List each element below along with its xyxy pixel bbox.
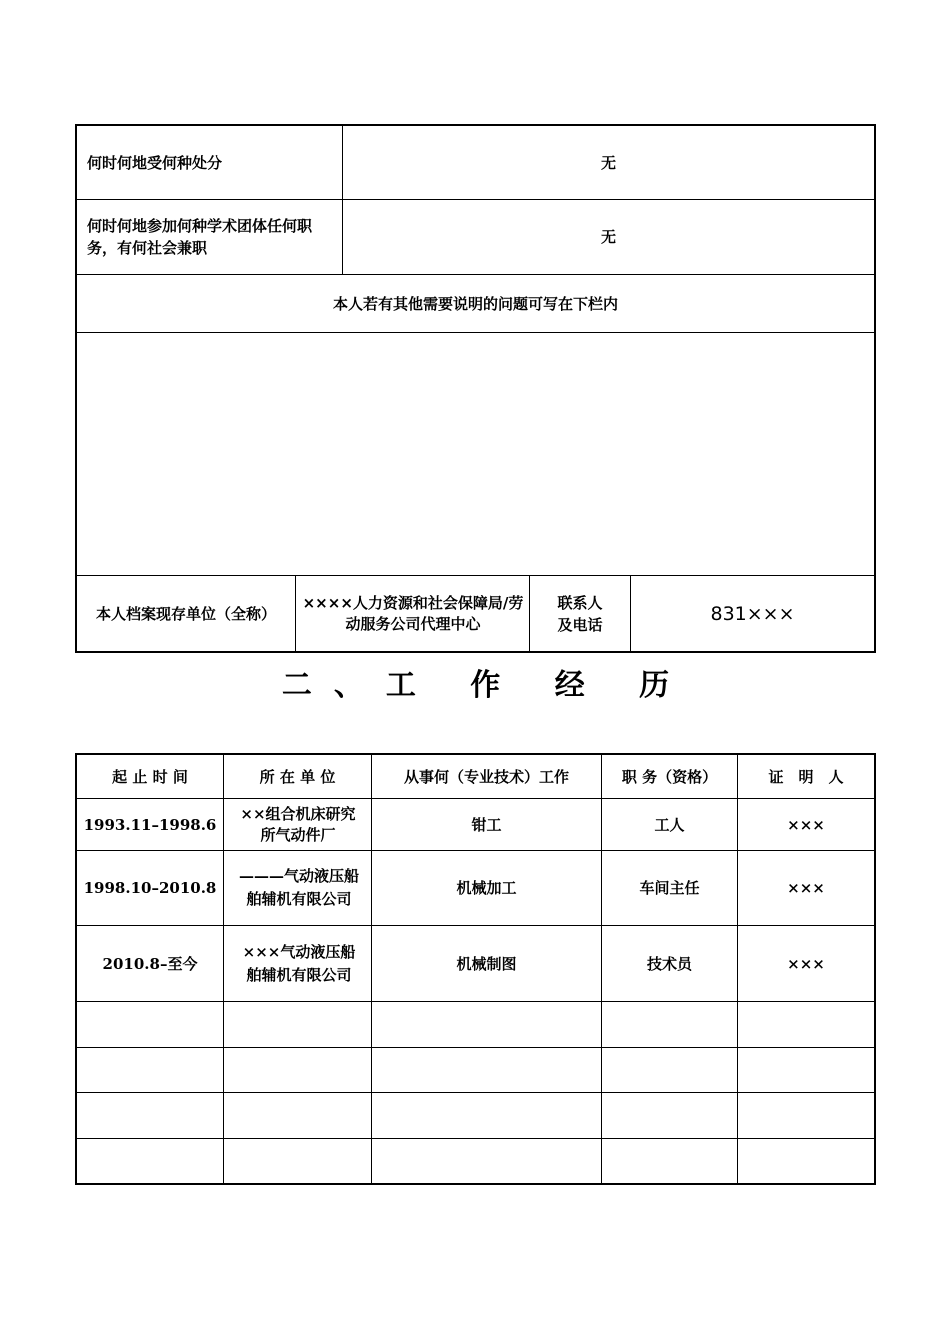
table-row-employer — [224, 1093, 371, 1138]
table-row-witness: ××× — [787, 879, 825, 897]
section-title: 二、工 作 经 历 — [281, 668, 692, 703]
table-row-witness — [738, 1139, 874, 1183]
table-row-position: 技术员 — [646, 954, 692, 973]
upper-table-bottom-border — [75, 651, 876, 653]
table-row-period — [77, 1139, 223, 1183]
table-row-witness — [738, 1048, 874, 1092]
table-row-witness: ××× — [787, 954, 825, 973]
table-row-position — [602, 1002, 737, 1047]
table-row-period: 2010.8–至今 — [102, 954, 198, 973]
archive-label: 本人档案现存单位（全称） — [95, 604, 276, 623]
table-row-position — [602, 1048, 737, 1092]
table-row-work: 机械制图 — [456, 954, 517, 973]
header-position: 职 务（资格） — [621, 767, 718, 786]
table-row-employer: ×××气动液压船舶辅机有限公司 — [242, 942, 356, 984]
table-row-period: 1998.10–2010.8 — [83, 879, 217, 897]
table-row-witness — [738, 1002, 874, 1047]
table-row-witness: ××× — [787, 815, 825, 834]
table-row-period: 1993.11–1998.6 — [83, 815, 217, 834]
work-table-right-border — [874, 753, 876, 1185]
contact-label: 联系人及电话 — [557, 593, 603, 634]
header-work: 从事何（专业技术）工作 — [403, 767, 569, 786]
table-row-work: 钳工 — [471, 815, 502, 834]
table-row-position — [602, 1093, 737, 1138]
column-divider — [295, 575, 296, 652]
table-row-position — [602, 1139, 737, 1183]
table-row-period — [77, 1002, 223, 1047]
table-row-employer: ××组合机床研究所气动件厂 — [240, 804, 356, 844]
header-employer: 所 在 单 位 — [259, 767, 336, 786]
punishment-label: 何时何地受何种处分 — [87, 153, 223, 172]
table-row-work — [372, 1139, 601, 1183]
table-row-period — [77, 1048, 223, 1092]
table-row-work — [372, 1048, 601, 1092]
column-divider — [529, 575, 530, 652]
work-table-bottom-border — [75, 1183, 876, 1185]
table-row-witness — [738, 1093, 874, 1138]
table-row-employer — [224, 1139, 371, 1183]
punishment-value: 无 — [600, 153, 616, 172]
contact-value: 831××× — [710, 602, 795, 625]
table-row-period — [77, 1093, 223, 1138]
table-row-position: 车间主任 — [639, 879, 700, 897]
table-row-employer — [224, 1002, 371, 1047]
table-row-work: 机械加工 — [456, 879, 517, 897]
table-row-position: 工人 — [654, 815, 685, 834]
table-row-work — [372, 1093, 601, 1138]
header-period: 起 止 时 间 — [112, 767, 188, 786]
academic-label: 何时何地参加何种学术团体任何职务，有何社会兼职 — [87, 217, 313, 257]
table-row-employer — [224, 1048, 371, 1092]
notes-header: 本人若有其他需要说明的问题可写在下栏内 — [332, 294, 618, 313]
notes-body — [77, 333, 874, 575]
table-row-work — [372, 1002, 601, 1047]
table-row-employer: ———气动液压船舶辅机有限公司 — [238, 867, 359, 908]
archive-value: ××××人力资源和社会保障局/劳动服务公司代理中心 — [302, 593, 524, 633]
header-witness: 证 明 人 — [768, 767, 844, 786]
upper-table-right-border — [874, 124, 876, 653]
academic-value: 无 — [600, 228, 616, 246]
